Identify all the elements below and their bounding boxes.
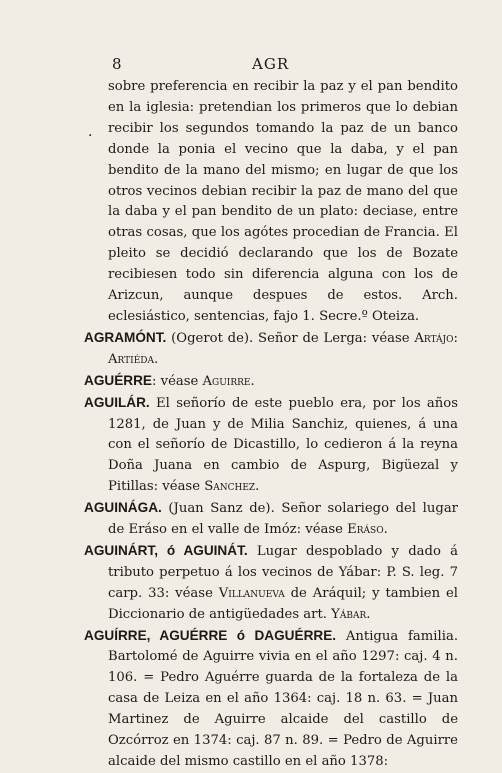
entry-text: El señorío de este pueblo era, por los años 1281, de Juan y de Milia Sanchiz, quienes, á una con el señorío de Dicastillo, lo cedieron á la reyna Doña Juana en cambio de Aspurg, Bigüezal y Pitillas: véase — [108, 395, 458, 495]
dictionary-entry — [84, 328, 458, 371]
cross-reference: Villanueva — [218, 585, 285, 601]
entry-text: . — [366, 606, 371, 622]
entry-headword: AGUÍRRE, AGUÉRRE ó DAGUÉRRE. — [84, 627, 337, 643]
entry-text: (Juan Sanz de). Señor solariego del lugar de Eráso en el valle de Imóz: véase — [108, 501, 458, 538]
continuation-paragraph: sobre preferencia en recibir la paz y el pan bendito en la iglesia: pretendian los primeros que lo debian recibir los segundos tomando la paz de un banco donde la ponia el vecino que la daba, y el pan bendito de la mano del mismo; en lugar de que los otros vecinos debian recibir la paz de mano del que la daba y el pan bendito de un plato: deciase, entre otras cosas, que los agótes procedian de Francia. El pleito se decidió declarando que los de Bozate recibiesen todo sin diferencia alguna con los de Arizcun, aunque despues de estos. Arch. eclesiástico, sentencias, fajo 1. Secre.º Oteiza. — [108, 79, 458, 324]
cross-reference: Yábar — [331, 606, 367, 622]
entry-text: : véase — [151, 373, 203, 389]
cross-reference: Artiéda — [108, 351, 154, 367]
running-head: AGR — [252, 55, 290, 73]
entry-headword: AGRAMÓNT. — [84, 329, 167, 345]
entry-text: (Ogerot de). Señor de Lerga: véase — [166, 330, 415, 346]
page-number: 8 — [112, 55, 122, 73]
entry-text: . — [250, 373, 255, 389]
dictionary-entry — [84, 541, 458, 626]
page-header — [112, 55, 458, 77]
cross-reference: Aguirre — [202, 373, 251, 389]
entry-text: Antigua familia. Bartolomé de Aguirre vivia en el año 1297: caj. 4 n. 106. = Pedro Aguérre guarda de la fortaleza de la casa de Leiza en el año 1364: caj. 18 n. 63. = Juan Martinez de Aguirre alcaide del castillo de Ozcórroz en 1374: caj. 87 n. 89. = Pedro de Aguirre alcaide del mismo castillo en el año 1378: — [108, 628, 459, 769]
page-body — [84, 77, 458, 773]
cross-reference: Eráso — [347, 522, 384, 538]
margin-mark: · — [88, 128, 93, 144]
dictionary-entry — [84, 393, 458, 499]
entry-headword: AGUINÁRT, ó AGUINÁT. — [84, 542, 248, 558]
cross-reference: Sanchez — [204, 479, 256, 495]
entry-text: Lugar despoblado y dado á tributo perpetuo á los vecinos de Yábar: P. S. leg. 7 carp. 33: véase — [108, 543, 458, 601]
entry-text: . — [154, 351, 159, 367]
dictionary-entry — [84, 626, 458, 773]
dictionary-entry — [84, 498, 458, 541]
dictionary-entry — [84, 371, 458, 393]
entry-headword: AGUILÁR. — [84, 394, 150, 410]
entry-text: : — [453, 330, 458, 346]
entry-text: . — [255, 479, 260, 495]
entry-text: . — [383, 522, 388, 538]
cross-reference: Artájo — [414, 330, 454, 346]
entry-headword: AGUÉRRE — [84, 372, 152, 388]
entry-text: de Aráquil; y tambien el Diccionario de antigüedades art. — [108, 585, 458, 622]
dictionary-entries — [84, 328, 458, 773]
entry-headword: AGUINÁGA. — [84, 500, 162, 516]
